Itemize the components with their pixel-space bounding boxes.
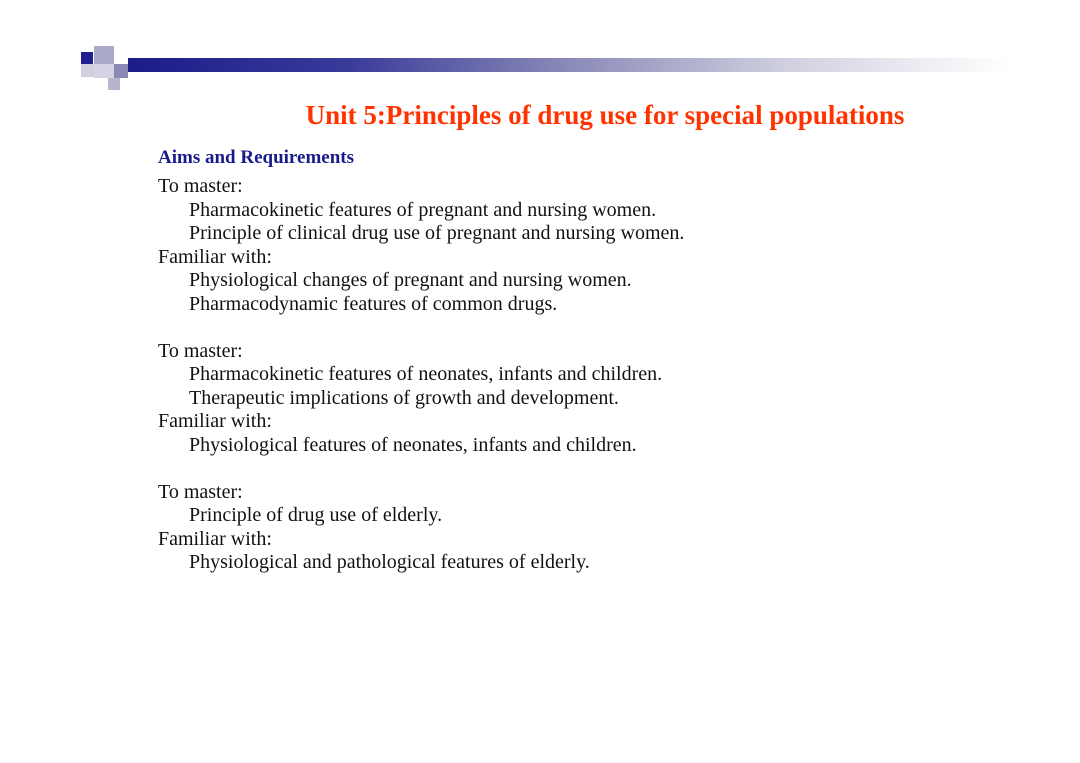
section-item: Physiological and pathological features of elderly. — [189, 551, 590, 573]
header-gradient-bar — [128, 58, 1008, 72]
header-decoration-square — [81, 52, 93, 64]
section-heading: Familiar with: — [158, 410, 272, 432]
section-heading: To master: — [158, 175, 243, 197]
section-item: Therapeutic implications of growth and development. — [189, 386, 619, 409]
section-heading: To master: — [158, 339, 243, 362]
section-heading: Familiar with: — [158, 245, 272, 268]
section-item: Principle of clinical drug use of pregnant and nursing women. — [189, 222, 685, 244]
header-decoration-square — [94, 64, 114, 78]
section-item: Pharmacokinetic features of pregnant and nursing women. — [189, 198, 657, 221]
section-item: Physiological features of neonates, infants and children. — [189, 433, 637, 456]
section-item: Principle of drug use of elderly. — [189, 504, 443, 526]
slide-subtitle: Aims and Requirements — [158, 147, 354, 168]
header-decoration-square — [94, 46, 114, 64]
header-decoration-square — [108, 78, 120, 90]
header-decoration-square — [114, 64, 128, 78]
header-decoration-square — [81, 64, 94, 77]
slide-title: Unit 5:Principles of drug use for special populations — [305, 100, 905, 130]
section-spacer — [158, 457, 1038, 481]
slide-content — [158, 175, 1038, 575]
section-item: Pharmacokinetic features of neonates, infants and children. — [189, 363, 663, 385]
section-item: Physiological changes of pregnant and nursing women. — [189, 269, 632, 291]
section-heading: Familiar with: — [158, 527, 272, 550]
section-heading: To master: — [158, 480, 243, 503]
section-item: Pharmacodynamic features of common drugs. — [189, 292, 558, 315]
section-spacer — [158, 316, 1038, 340]
